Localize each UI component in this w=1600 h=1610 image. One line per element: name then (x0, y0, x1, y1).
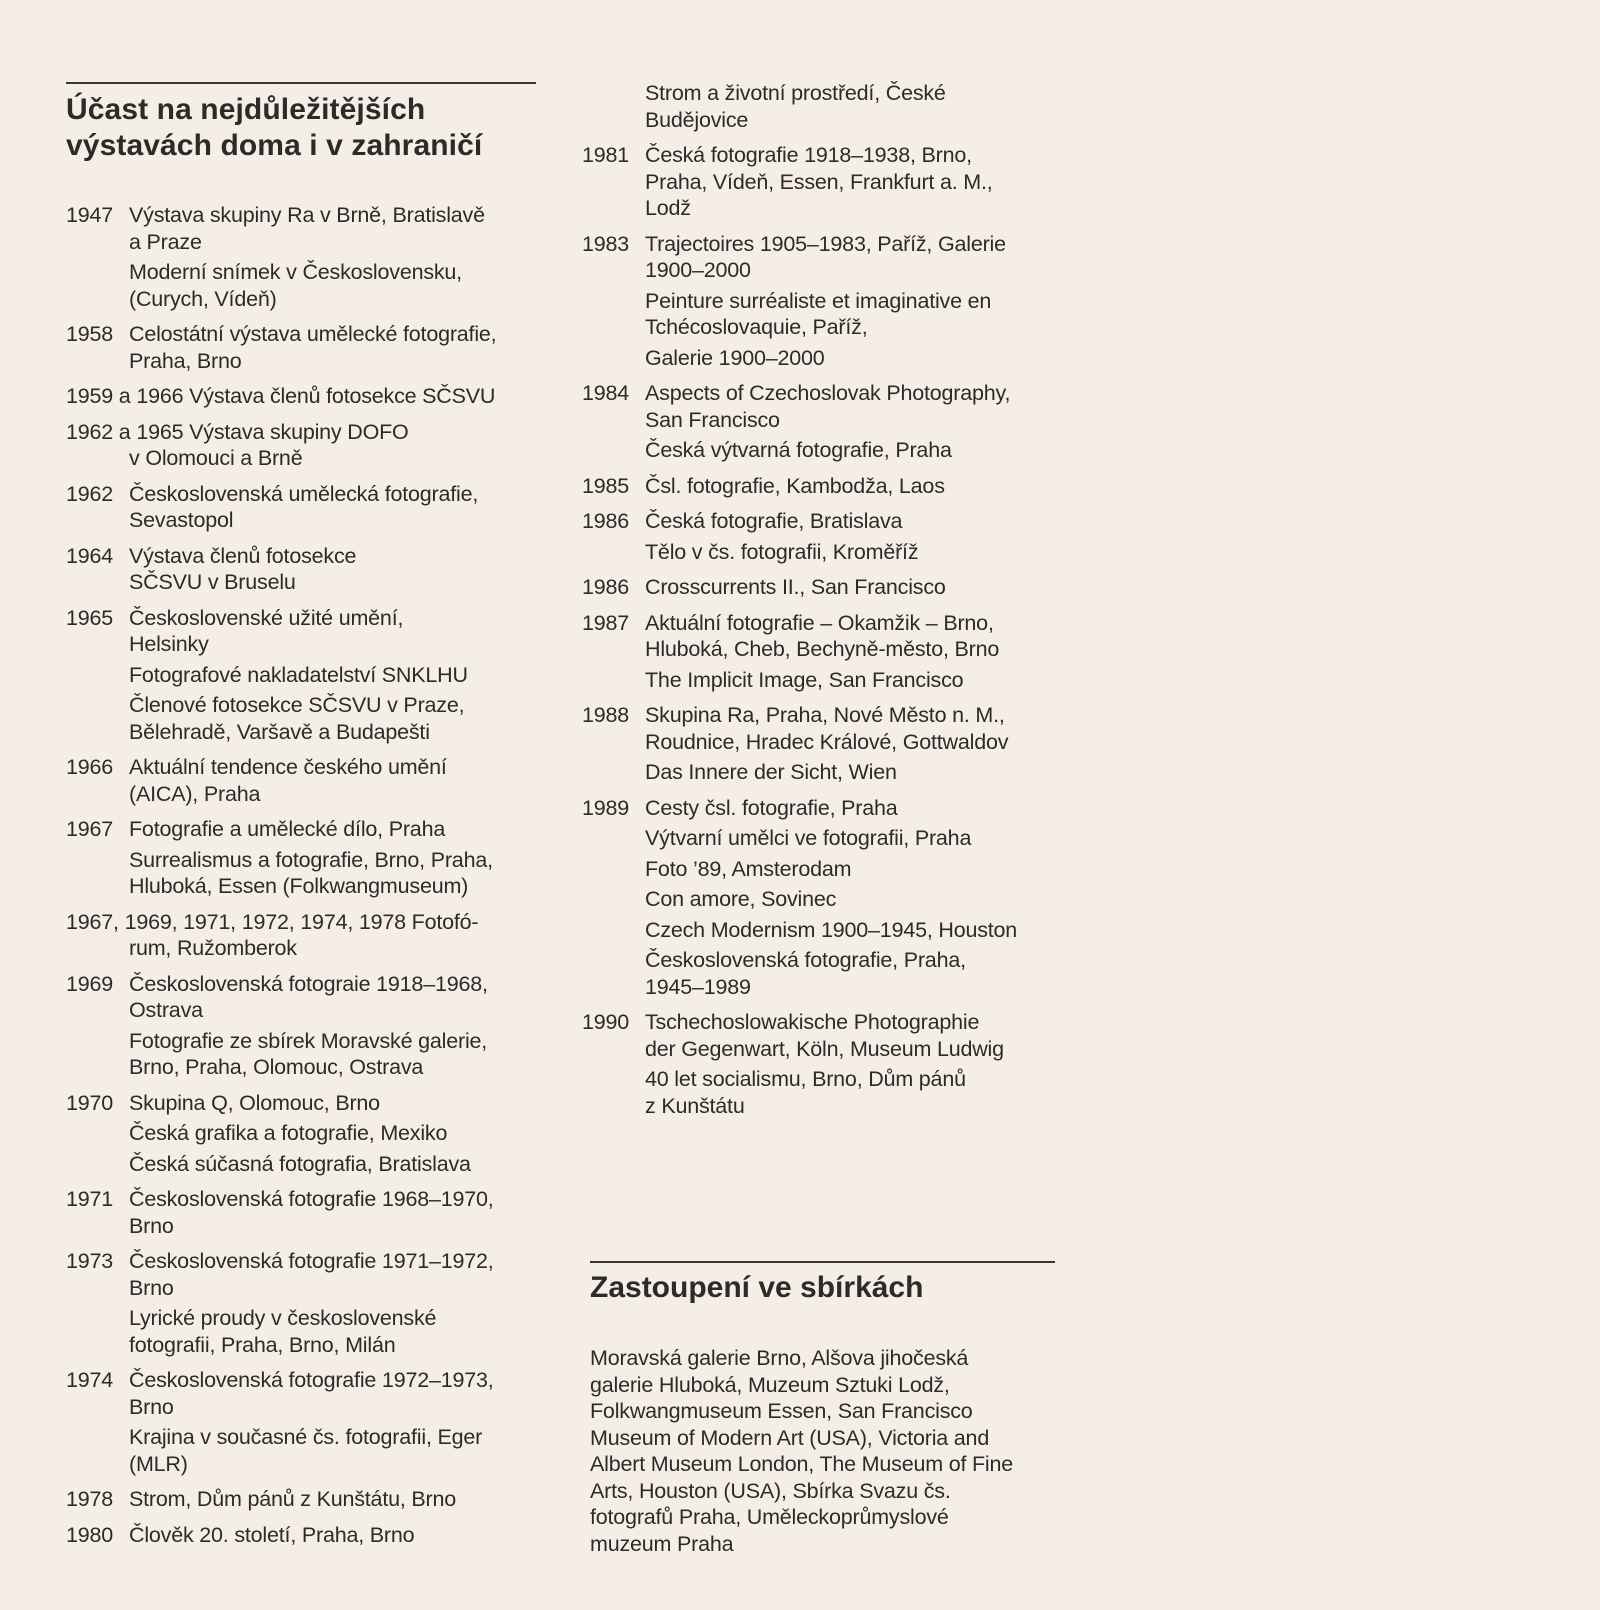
exhibition-year: 1981 (582, 143, 630, 167)
exhibition-entry (66, 543, 536, 596)
exhibition-line: der Gegenwart, Köln, Museum Ludwig (645, 1036, 1004, 1061)
exhibition-text (129, 1090, 536, 1117)
exhibition-text (645, 231, 1062, 284)
exhibition-entry (66, 419, 536, 472)
exhibition-year: 1966 (66, 755, 114, 779)
collections-line: Folkwangmuseum Essen, San Francisco (590, 1399, 973, 1423)
exhibition-item (582, 574, 1062, 601)
exhibition-item (66, 1120, 536, 1147)
exhibition-line: Aktuální tendence českého umění (129, 755, 447, 779)
exhibitions-column-right (582, 80, 1062, 1128)
exhibition-item (66, 971, 536, 1024)
heading-line-2: výstavách doma i v zahraničí (66, 129, 483, 162)
exhibition-line: Československá fotograie 1918–1968, (129, 971, 488, 996)
exhibition-line: Česká grafika a fotografie, Mexiko (129, 1121, 448, 1145)
exhibition-line: Celostátní výstava umělecké fotografie, (129, 322, 497, 346)
exhibition-year: 1983 (582, 231, 630, 256)
exhibition-entry (582, 380, 1062, 464)
exhibition-text (129, 202, 536, 255)
exhibition-year: 1986 (582, 509, 630, 533)
exhibition-text (129, 1522, 536, 1549)
exhibition-entry (66, 1486, 536, 1513)
exhibition-item (582, 437, 1062, 464)
exhibition-line: Das Innere der Sicht, Wien (645, 760, 897, 784)
exhibition-line: Budějovice (645, 107, 749, 132)
collections-line: fotografů Praha, Uměleckoprůmyslové (590, 1505, 949, 1529)
exhibition-year: 1985 (582, 473, 630, 498)
exhibition-entry (66, 481, 536, 534)
exhibition-item (582, 886, 1062, 913)
exhibition-entry (582, 142, 1062, 222)
exhibition-item (66, 1305, 536, 1358)
exhibition-line: Brno (129, 1213, 174, 1238)
exhibition-item (582, 508, 1062, 535)
exhibition-line: Galerie 1900–2000 (645, 345, 825, 370)
collections-heading: Zastoupení ve sbírkách (590, 1271, 924, 1304)
exhibition-text (645, 610, 1062, 663)
exhibition-line: (AICA), Praha (129, 781, 261, 806)
exhibition-line: Lodž (645, 196, 691, 220)
collections-line: Arts, Houston (USA), Sbírka Svazu čs. (590, 1478, 951, 1503)
exhibition-line: a Praze (129, 229, 202, 254)
exhibition-line: Cesty čsl. fotografie, Praha (645, 795, 898, 820)
collections-line: muzeum Praha (590, 1531, 734, 1556)
exhibition-entry (582, 574, 1062, 601)
exhibitions-column-left (66, 82, 536, 1557)
exhibition-item (582, 702, 1062, 755)
exhibition-item (582, 539, 1062, 566)
collections-rule (590, 1261, 1055, 1263)
exhibition-item (582, 825, 1062, 852)
collections-line: Moravská galerie Brno, Alšova jihočeská (590, 1346, 969, 1370)
exhibition-line: Tělo v čs. fotografii, Kroměříž (645, 539, 919, 564)
exhibition-text (645, 508, 1062, 535)
exhibition-item (66, 1151, 536, 1178)
exhibition-item (582, 1066, 1062, 1119)
exhibition-year: 1969 (66, 971, 114, 996)
exhibition-line: Fotografie a umělecké dílo, Praha (129, 817, 446, 841)
exhibition-year: 1987 (582, 610, 630, 635)
exhibition-line: Výtvarní umělci ve fotografii, Praha (645, 826, 972, 850)
exhibition-item (66, 202, 536, 255)
exhibition-line: Československá fotografie 1972–1973, (129, 1368, 494, 1392)
exhibition-text (645, 1009, 1062, 1062)
exhibition-text (129, 816, 536, 843)
exhibition-line: Praha, Brno (129, 348, 242, 373)
exhibition-line: Brno, Praha, Olomouc, Ostrava (129, 1055, 424, 1079)
exhibition-entry (582, 508, 1062, 565)
exhibition-item (66, 692, 536, 745)
exhibition-line: Členové fotosekce SČSVU v Praze, (129, 693, 465, 717)
exhibition-item (66, 754, 536, 807)
exhibition-text (645, 80, 1062, 133)
exhibition-line: Československá umělecká fotografie, (129, 481, 479, 506)
exhibition-text (129, 1248, 536, 1301)
exhibition-year: 1984 (582, 381, 630, 405)
exhibition-text (129, 1186, 536, 1239)
exhibition-line: SČSVU v Bruselu (129, 570, 296, 594)
exhibition-year: 1971 (66, 1187, 114, 1211)
exhibition-line: Výstava členů fotosekce (129, 543, 357, 568)
exhibition-item (582, 1009, 1062, 1062)
exhibition-line: Brno (129, 1275, 174, 1300)
exhibition-text (645, 380, 1062, 433)
exhibition-text (129, 321, 536, 374)
exhibition-entry (66, 1186, 536, 1239)
exhibition-entry (66, 909, 536, 962)
exhibition-line: Krajina v současné čs. fotografii, Eger (129, 1425, 483, 1449)
exhibition-line: Česká fotografie, Bratislava (645, 509, 903, 533)
exhibition-line: (MLR) (129, 1451, 188, 1476)
exhibition-line: Člověk 20. století, Praha, Brno (129, 1522, 415, 1547)
exhibition-line: Con amore, Sovinec (645, 887, 837, 911)
exhibition-text (645, 795, 1062, 822)
heading-line-1: Účast na nejdůležitějších (66, 93, 426, 126)
exhibition-line: z Kunštátu (645, 1093, 745, 1118)
exhibition-item (66, 543, 536, 596)
exhibition-line: 1900–2000 (645, 258, 751, 282)
exhibition-line: San Francisco (645, 407, 780, 432)
exhibition-item (582, 610, 1062, 663)
exhibition-text (129, 754, 536, 807)
exhibition-year: 1978 (66, 1487, 114, 1511)
exhibition-list-right (582, 80, 1062, 1119)
exhibition-item (582, 380, 1062, 433)
exhibition-line: Roudnice, Hradec Králové, Gottwaldov (645, 729, 1009, 754)
heading-rule (66, 82, 536, 84)
exhibition-line: Fotografie ze sbírek Moravské galerie, (129, 1028, 488, 1053)
exhibition-line: Aktuální fotografie – Okamžik – Brno, (645, 610, 994, 635)
exhibition-line: rum, Ružomberok (129, 936, 297, 960)
exhibition-item (582, 142, 1062, 222)
exhibition-entry (66, 1522, 536, 1549)
exhibition-entry (66, 202, 536, 312)
exhibition-text (129, 1367, 536, 1420)
exhibition-item (66, 259, 536, 312)
exhibition-line: (Curych, Vídeň) (129, 286, 277, 311)
exhibition-entry (582, 473, 1062, 500)
exhibition-line: Surrealismus a fotografie, Brno, Praha, (129, 847, 493, 872)
exhibition-line: Ostrava (129, 998, 203, 1022)
exhibition-line: Lyrické proudy v československé (129, 1306, 437, 1330)
exhibition-entry (66, 754, 536, 807)
exhibition-item (66, 481, 536, 534)
exhibition-item (66, 662, 536, 689)
exhibition-item (66, 1090, 536, 1117)
exhibition-line: Moderní snímek v Československu, (129, 260, 462, 284)
exhibition-line: Československé užité umění, (129, 605, 404, 630)
exhibition-item (66, 847, 536, 900)
exhibition-entry (582, 610, 1062, 694)
exhibition-item (66, 1424, 536, 1477)
exhibition-item (66, 1486, 536, 1513)
exhibition-item (66, 1186, 536, 1239)
exhibition-line: Česká fotografie 1918–1938, Brno, (645, 143, 972, 167)
exhibition-year: 1973 (66, 1249, 114, 1273)
exhibition-line: Tchécoslovaquie, Paříž, (645, 315, 868, 339)
exhibition-year: 1962 (66, 481, 114, 506)
exhibition-item (66, 816, 536, 843)
exhibition-line: Čsl. fotografie, Kambodža, Laos (645, 473, 945, 498)
exhibition-year: 1986 (582, 575, 630, 599)
exhibition-entry (582, 702, 1062, 786)
exhibition-item (66, 605, 536, 658)
exhibitions-heading (66, 92, 536, 164)
exhibition-entry (66, 1090, 536, 1178)
exhibition-line: Československá fotografie 1971–1972, (129, 1249, 494, 1273)
exhibition-line: Strom, Dům pánů z Kunštátu, Brno (129, 1487, 457, 1511)
exhibition-year: 1965 (66, 605, 114, 630)
exhibition-item (582, 947, 1062, 1000)
exhibition-item (66, 321, 536, 374)
exhibition-line: Česká výtvarná fotografie, Praha (645, 438, 952, 462)
exhibition-line: 40 let socialismu, Brno, Dům pánů (645, 1067, 966, 1091)
exhibition-list-left (66, 202, 536, 1548)
exhibition-year: 1958 (66, 322, 114, 346)
exhibition-item (66, 1248, 536, 1301)
exhibition-line: fotografii, Praha, Brno, Milán (129, 1332, 396, 1357)
exhibition-year: 1988 (582, 703, 630, 727)
exhibition-year: 1980 (66, 1522, 114, 1547)
exhibition-entry (66, 1367, 536, 1477)
exhibition-entry (582, 80, 1062, 133)
exhibition-line: Česká súčasná fotografia, Bratislava (129, 1151, 471, 1176)
exhibition-year: 1947 (66, 203, 114, 227)
exhibition-text (129, 971, 536, 1024)
exhibition-line: The Implicit Image, San Francisco (645, 667, 964, 692)
exhibition-item (582, 856, 1062, 883)
exhibition-entry (66, 1248, 536, 1358)
collections-text (590, 1345, 1060, 1557)
exhibition-line: Peinture surréaliste et imaginative en (645, 288, 992, 313)
exhibition-line: Fotografové nakladatelství SNKLHU (129, 662, 468, 687)
exhibition-item (582, 231, 1062, 284)
exhibition-line: Foto ’89, Amsterodam (645, 856, 852, 881)
exhibition-entry (66, 971, 536, 1081)
exhibition-text (645, 702, 1062, 755)
exhibition-line: 1959 a 1966 Výstava členů fotosekce SČSVU (66, 384, 496, 408)
exhibition-entry (582, 231, 1062, 372)
exhibition-line: Československá fotografie, Praha, (645, 948, 966, 972)
exhibition-entry (66, 816, 536, 900)
exhibition-text (645, 142, 1062, 222)
exhibition-item (582, 759, 1062, 786)
exhibition-year: 1967 (66, 817, 114, 841)
exhibition-line: Bělehradě, Varšavě a Budapešti (129, 719, 430, 744)
exhibition-line: Skupina Ra, Praha, Nové Město n. M., (645, 703, 1005, 727)
exhibition-line: Sevastopol (129, 508, 234, 532)
exhibition-line: Trajectoires 1905–1983, Paříž, Galerie (645, 231, 1006, 256)
exhibition-item (582, 80, 1062, 133)
exhibition-year: 1990 (582, 1010, 630, 1034)
exhibition-line: Praha, Vídeň, Essen, Frankfurt a. M., (645, 169, 993, 194)
exhibition-text (129, 1486, 536, 1513)
exhibition-line: Československá fotografie 1968–1970, (129, 1187, 494, 1211)
exhibition-line: Aspects of Czechoslovak Photography, (645, 381, 1011, 405)
exhibition-line: Výstava skupiny Ra v Brně, Bratislavě (129, 203, 485, 227)
exhibition-entry (582, 795, 1062, 1001)
exhibition-line: Czech Modernism 1900–1945, Houston (645, 917, 1018, 942)
exhibition-line: v Olomouci a Brně (129, 446, 303, 470)
exhibition-entry (582, 1009, 1062, 1119)
exhibition-line: Hluboká, Essen (Folkwangmuseum) (129, 874, 469, 898)
exhibition-entry (66, 383, 536, 410)
exhibition-line: Helsinky (129, 632, 209, 656)
exhibition-text (645, 473, 1062, 500)
collections-line: galerie Hluboká, Muzeum Sztuki Lodž, (590, 1372, 950, 1397)
exhibition-entry (66, 321, 536, 374)
exhibition-line: Hluboká, Cheb, Bechyně-město, Brno (645, 637, 1000, 661)
exhibition-text (645, 574, 1062, 601)
exhibition-text (129, 605, 536, 658)
exhibition-item (66, 1367, 536, 1420)
collections-line: Albert Museum London, The Museum of Fine (590, 1452, 1014, 1476)
exhibition-text (129, 481, 536, 534)
exhibition-item (582, 917, 1062, 944)
exhibition-item (582, 667, 1062, 694)
exhibition-item (582, 345, 1062, 372)
exhibition-year: 1974 (66, 1368, 114, 1392)
exhibition-line: Skupina Q, Olomouc, Brno (129, 1090, 380, 1115)
exhibition-line: Strom a životní prostředí, České (645, 81, 946, 105)
exhibition-item (66, 1028, 536, 1081)
exhibition-item (582, 795, 1062, 822)
collections-line: Museum of Modern Art (USA), Victoria and (590, 1425, 990, 1450)
exhibition-line: Brno (129, 1394, 174, 1419)
exhibition-entry (66, 605, 536, 746)
exhibition-year: 1964 (66, 543, 114, 568)
exhibition-line: 1945–1989 (645, 974, 751, 999)
exhibition-item (582, 473, 1062, 500)
exhibition-year (582, 80, 645, 133)
exhibition-year: 1970 (66, 1090, 114, 1115)
exhibition-item (582, 288, 1062, 341)
exhibition-line: 1962 a 1965 Výstava skupiny DOFO (66, 419, 409, 444)
exhibition-year: 1989 (582, 795, 630, 820)
exhibition-line: Tschechoslowakische Photographie (645, 1010, 980, 1034)
exhibition-text (129, 543, 536, 596)
exhibition-item (66, 1522, 536, 1549)
exhibition-line: Crosscurrents II., San Francisco (645, 575, 946, 599)
exhibition-line: 1967, 1969, 1971, 1972, 1974, 1978 Fotofó- (66, 909, 479, 934)
